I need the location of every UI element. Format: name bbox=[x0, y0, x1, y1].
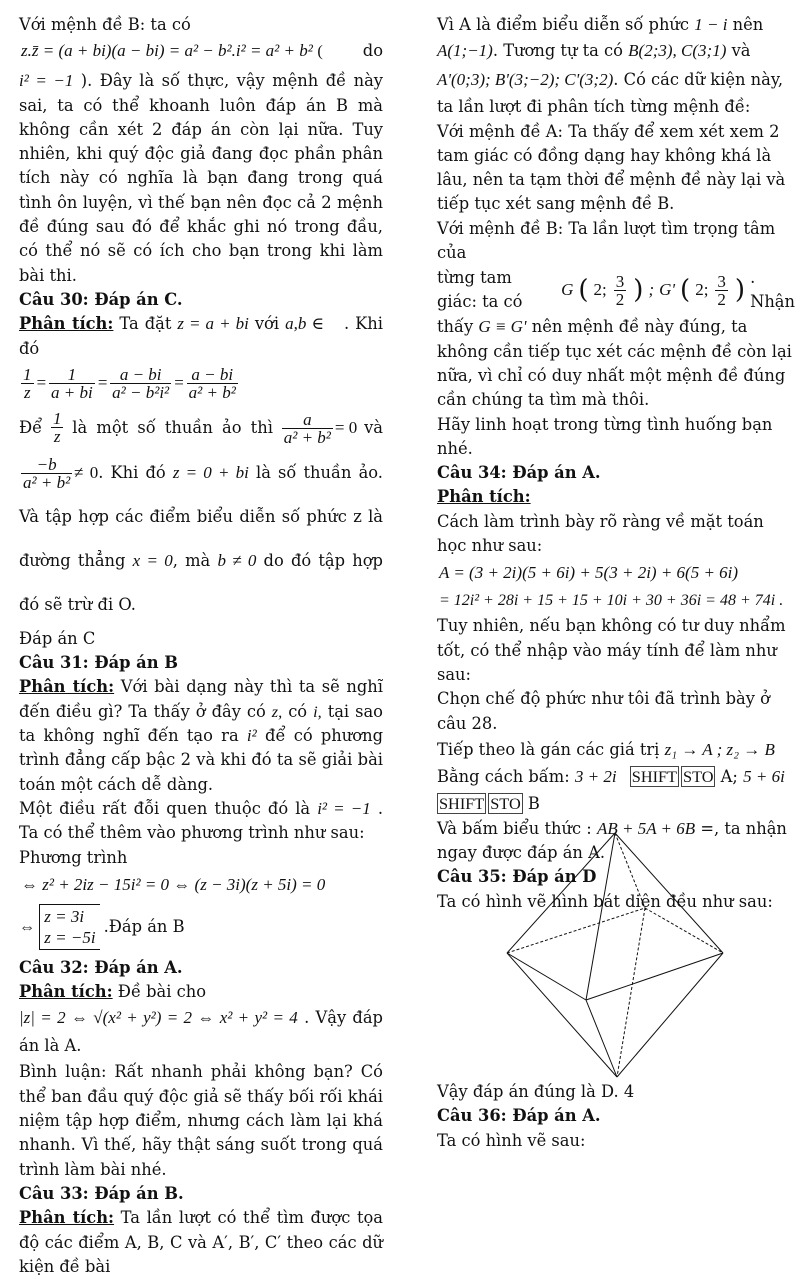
q32-eq bbox=[19, 1004, 383, 1060]
octahedron-figure bbox=[495, 828, 735, 1083]
q30-condition-2 bbox=[19, 451, 383, 627]
analysis-label: Phân tích: bbox=[19, 982, 113, 1002]
eq: = bbox=[96, 372, 109, 392]
q31-title: Câu 31: Đáp án B bbox=[19, 653, 178, 673]
right-column-bottom bbox=[437, 1080, 795, 1153]
text: Ta đặt bbox=[119, 314, 172, 334]
den: a² + b² bbox=[283, 428, 331, 448]
q29-explanation bbox=[19, 69, 383, 288]
text: với bbox=[254, 314, 280, 334]
prop-a: Với mệnh đề A: Ta thấy để xem xét xem 2 tam giác có đồng dạng hay không khá là lâu, nên ta tạm thời để mệnh đề này lại và tiếp tục xét sang mệnh đề B. bbox=[437, 121, 786, 214]
q32-comment: Bình luận: Rất nhanh phải không bạn? Có thể ban đầu quý độc giả sẽ thấy bối rối khái niệm tập hợp điểm, nhưng cách làm lại khá nhanh. Vì thế, hãy thật sáng suốt trong quá trình làm bài nhé. bbox=[19, 1062, 383, 1179]
den: 2 bbox=[615, 289, 625, 309]
math: 3 + 2i bbox=[574, 766, 617, 786]
math: ≠ 0 bbox=[74, 462, 99, 482]
q29-explanation-text: ). Đây là số thực, vậy mệnh đề này sai, ta có thể khoanh luôn đáp án B mà không cần xét 2 đáp án còn lại nữa. Tuy nhiên, khi quý độc giả đang đọc phần phân tích này có nghĩa là bạn đang trong quá tình ôn luyện, vì thế bạn nên đọc cả 2 mệnh đề đúng sau đó để khắc ghi nó trong đầu, có thể nó sẽ có ích cho bạn trong khi làm bài thi. bbox=[19, 71, 383, 285]
text: Và bấm biểu thức : bbox=[437, 818, 592, 838]
text: và bbox=[731, 41, 751, 61]
q36-intro: Ta có hình vẽ sau: bbox=[437, 1130, 586, 1150]
fraction bbox=[110, 366, 171, 401]
text: Bằng cách bấm: bbox=[437, 766, 570, 786]
math: A'(0;3); B'(3;−2); C'(3;2) bbox=[437, 70, 614, 90]
q34-title: Câu 34: Đáp án A. bbox=[437, 463, 601, 483]
math: i² = −1 bbox=[317, 798, 371, 818]
neg-b-fraction bbox=[19, 455, 99, 493]
r-line1 bbox=[437, 13, 795, 37]
math: z = 0 + bi bbox=[172, 462, 249, 482]
math: b ≠ 0 bbox=[217, 550, 257, 570]
math: 1 − i bbox=[694, 15, 728, 34]
den: z bbox=[23, 383, 31, 403]
q32-given bbox=[19, 980, 383, 1004]
q32-title: Câu 32: Đáp án A. bbox=[19, 957, 183, 977]
edge-top-back bbox=[615, 833, 645, 908]
text: . Khi đó bbox=[98, 462, 166, 482]
q34-press bbox=[437, 763, 795, 817]
math: ; bbox=[648, 280, 655, 300]
text: và bbox=[364, 417, 383, 437]
r-line4: ta lần lượt đi phân tích từng mệnh đề: bbox=[437, 97, 751, 117]
text: =, ta nhận ngay được đáp án A. bbox=[437, 818, 787, 863]
q33-title: Câu 33: Đáp án B. bbox=[19, 1183, 184, 1203]
prop-b-conclusion bbox=[437, 315, 795, 412]
fraction bbox=[49, 366, 95, 401]
text: thấy bbox=[437, 317, 474, 337]
text: . Khi đó bbox=[19, 314, 383, 358]
text: Tiếp theo là gán các giá trị bbox=[437, 739, 660, 759]
num: −b bbox=[21, 456, 72, 474]
edge-left-bottom bbox=[507, 953, 617, 1077]
q30-pure-imaginary-text: là số thuần ảo. Và tập hợp các điểm biểu diễn số phức z là đường thẳng bbox=[19, 462, 383, 570]
flex-note: Hãy linh hoạt trong từng tình huống bạn nhé. bbox=[437, 414, 773, 458]
text: Vì A là điểm biểu diễn số phức bbox=[437, 15, 690, 34]
shift-key: SHIFT bbox=[631, 766, 678, 786]
eq: = bbox=[173, 372, 185, 392]
num: 1 bbox=[49, 366, 95, 384]
math: A(1;−1) bbox=[437, 41, 493, 61]
den: z bbox=[53, 427, 61, 447]
math: 2; bbox=[695, 280, 709, 300]
q33-analysis bbox=[19, 1206, 383, 1279]
eq-z-conjugate bbox=[19, 37, 383, 65]
math: z = 3i bbox=[44, 906, 85, 926]
q34-assign bbox=[437, 736, 795, 763]
sto-key: STO bbox=[490, 793, 521, 813]
edge-top-front bbox=[586, 833, 615, 1000]
q30-answer: Đáp án C bbox=[19, 628, 96, 648]
math: G ≡ G' bbox=[478, 317, 527, 337]
text: nên mệnh đề này đúng, ta không cần tiếp tục xét các mệnh đề còn lại nữa, vì chỉ có duy nhất một mệnh đề đúng cần chúng ta tìm mà thôi. bbox=[437, 317, 792, 410]
num: a bbox=[282, 411, 333, 429]
text: A; bbox=[720, 766, 738, 786]
math: B(2;3), C(3;1) bbox=[628, 41, 727, 61]
text: Ta lần lượt có thể tìm được tọa độ các điểm A, B, C và A′, B′, C′ theo các dữ kiện đề bài bbox=[19, 1208, 383, 1276]
q34-mode: Chọn chế độ phức như tôi đã trình bày ở câu 28. bbox=[437, 689, 770, 733]
r-line3 bbox=[437, 65, 795, 95]
fraction bbox=[715, 273, 728, 308]
q31-equation: ⇔ z² + 2iz − 15i² = 0 ⇔ (z − 3i)(z + 5i) = 0 bbox=[21, 874, 326, 894]
text: để có phương trình đẳng cấp bậc 2 và khi đó ta sẽ giải bài toán một cách dễ dàng. bbox=[19, 726, 383, 794]
edge-front-bottom bbox=[586, 1000, 617, 1077]
math: 2; bbox=[593, 280, 607, 300]
edge-back-bottom bbox=[617, 908, 645, 1077]
fraction bbox=[282, 411, 333, 446]
den: a² − b²i² bbox=[112, 383, 170, 403]
analysis-label: Phân tích: bbox=[437, 487, 531, 507]
centroid-line: từng tam giác: ta có G ( 2; $\frac{3}{2}$ ) ; G' ( 2; $\frac{3}{2}$ ) . Nhận bbox=[437, 265, 795, 315]
eq: = bbox=[35, 372, 47, 392]
q34-however: Tuy nhiên, nếu bạn không có tư duy nhẩm tốt, có thể nhập vào máy tính để làm như sau: bbox=[437, 616, 786, 684]
edge-top-right bbox=[615, 833, 723, 953]
math: i² bbox=[246, 726, 257, 746]
text: Một điều rất đỗi quen thuộc đó là bbox=[19, 798, 311, 818]
text: . Nhận bbox=[750, 268, 796, 312]
math: z = a + bi bbox=[177, 314, 249, 334]
r-line2 bbox=[437, 37, 795, 65]
q34-eq2: = 12i² + 28i + 15 + 15 + 10i + 30 + 36i = 48 + 74i . bbox=[439, 592, 784, 610]
q30-setup bbox=[19, 312, 383, 361]
text: . Ta có thể thêm vào phương trình như sau: bbox=[19, 798, 383, 843]
q35-answer: Vậy đáp án đúng là D. 4 bbox=[437, 1082, 635, 1101]
text: Với bài dạng này thì ta sẽ nghĩ đến điều gì? Ta thấy ở đây có bbox=[19, 677, 383, 721]
q30-condition bbox=[19, 405, 383, 451]
num: a − bi bbox=[187, 366, 238, 384]
q31-note bbox=[19, 797, 383, 846]
math: |z| = 2 ⇔ √(x² + y²) = 2 ⇔ x² + y² = 4 bbox=[19, 1008, 298, 1028]
math: ⇔ bbox=[19, 916, 36, 936]
math: x = 0 bbox=[132, 550, 173, 570]
text: Đề bài cho bbox=[117, 982, 207, 1002]
text: từng tam giác: ta có bbox=[437, 268, 523, 312]
text: . Có các dữ kiện này, bbox=[613, 70, 784, 90]
math: z, bbox=[271, 701, 283, 721]
num: 1 bbox=[23, 365, 32, 385]
q30-fraction-chain bbox=[19, 361, 383, 405]
q31-eq-label: Phương trình bbox=[19, 847, 128, 867]
fraction bbox=[21, 456, 72, 491]
right-column bbox=[437, 0, 795, 914]
edge-back-right bbox=[645, 908, 723, 953]
text: là một số thuần ảo thì bbox=[72, 417, 273, 437]
solution-bracket bbox=[39, 904, 99, 950]
text: .Đáp án B bbox=[103, 916, 185, 936]
text: có bbox=[288, 701, 308, 721]
math: a,b ∈ bbox=[285, 314, 324, 334]
den: a + bi bbox=[50, 383, 93, 403]
sto-key: STO bbox=[683, 766, 714, 786]
eq-z-conjugate-math: z.z̄ = (a + bi)(a − bi) = a² − b².i² = a² + b² bbox=[21, 41, 313, 61]
edge-left-front bbox=[507, 953, 586, 1000]
math: AB + 5A + 6B bbox=[596, 818, 696, 838]
text: B bbox=[527, 793, 540, 813]
math: 5 + 6i bbox=[743, 766, 785, 786]
fraction bbox=[21, 366, 34, 401]
left-column bbox=[19, 0, 383, 1279]
math: z = −5i bbox=[44, 927, 96, 947]
num: 3 bbox=[717, 271, 726, 291]
analysis-label: Phân tích: bbox=[19, 314, 114, 334]
text: . Vậy đáp án là A. bbox=[19, 1008, 383, 1056]
text: , mà bbox=[172, 550, 211, 570]
fraction bbox=[51, 410, 64, 445]
text: tại sao ta không nghĩ đến tạo ra bbox=[19, 701, 383, 746]
q30-title: Câu 30: Đáp án C. bbox=[19, 289, 183, 309]
analysis-label: Phân tích: bbox=[19, 1208, 115, 1228]
q34-intro: Cách làm trình bày rõ ràng về mặt toán học như sau: bbox=[437, 511, 764, 556]
q34-eq1: A = (3 + 2i)(5 + 6i) + 5(3 + 2i) + 6(5 + 6i) bbox=[439, 563, 739, 583]
den: a² + b² bbox=[188, 383, 236, 403]
math: z₁ → A ; z₂ → B bbox=[664, 739, 775, 759]
q31-solutions bbox=[19, 900, 383, 954]
num: 3 bbox=[615, 271, 625, 291]
fraction bbox=[187, 366, 238, 401]
num: 1 bbox=[52, 409, 62, 429]
math: G bbox=[561, 280, 574, 300]
q31-analysis bbox=[19, 675, 383, 796]
den: a² + b² bbox=[23, 473, 71, 493]
shift-key: SHIFT bbox=[439, 793, 485, 813]
q36-title: Câu 36: Đáp án A. bbox=[437, 1106, 601, 1126]
text: . Tương tự ta có bbox=[492, 41, 623, 61]
do-word: do bbox=[362, 41, 383, 61]
text: nên bbox=[732, 15, 764, 34]
prop-b: Với mệnh đề B: Ta lần lượt tìm trọng tâm của bbox=[437, 218, 776, 263]
math: = 0 bbox=[334, 417, 358, 437]
text: do đó tập hợp đó sẽ trừ đi O. bbox=[19, 550, 383, 614]
math: i, bbox=[313, 701, 322, 721]
fraction bbox=[614, 273, 627, 308]
analysis-label: Phân tích: bbox=[19, 677, 115, 697]
den: 2 bbox=[717, 289, 726, 309]
math: G' bbox=[659, 280, 676, 300]
text: Để bbox=[19, 417, 43, 437]
paren-open: ( bbox=[317, 41, 323, 61]
i-squared-math: i² = −1 bbox=[19, 71, 74, 91]
intro-text: Với mệnh đề B: ta có bbox=[19, 15, 191, 34]
num: a − bi bbox=[110, 366, 171, 384]
q35-title: Câu 35: Đáp án D bbox=[437, 867, 597, 887]
q35-intro: Ta có hình vẽ hình bát diện đều như sau: bbox=[437, 891, 773, 911]
